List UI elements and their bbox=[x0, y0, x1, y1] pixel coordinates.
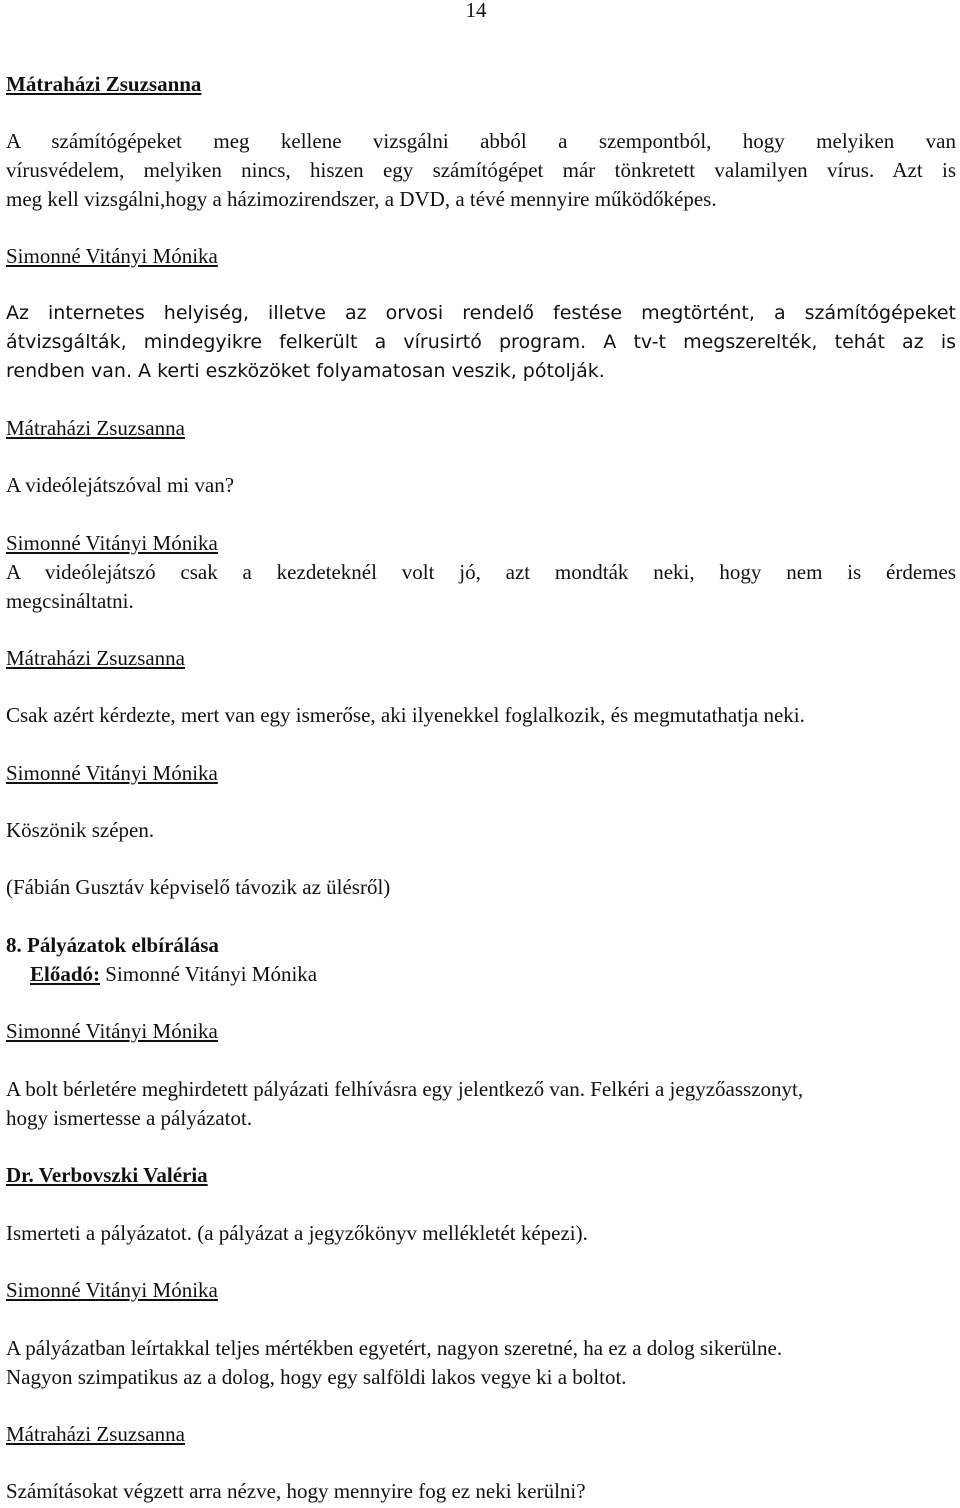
paragraph bbox=[6, 1334, 956, 1392]
paragraph-line: A bolt bérletére meghirdetett pályázati felhívásra egy jelentkező van. Felkéri a jegyzőasszonyt, bbox=[6, 1077, 804, 1101]
paragraph-line: vírusvédelem, melyiken nincs, hiszen egy számítógépet már tönkretett valamilyen vírus. Azt is bbox=[6, 158, 956, 182]
paragraph bbox=[6, 299, 956, 386]
paragraph bbox=[6, 471, 956, 500]
paragraph-line: megcsináltatni. bbox=[6, 589, 134, 613]
agenda-heading: 8. Pályázatok elbírálása bbox=[6, 933, 219, 957]
paragraph bbox=[6, 701, 956, 730]
paragraph-line: Az internetes helyiség, illetve az orvosi rendelő festése megtörtént, a számítógépeket bbox=[6, 302, 956, 324]
paragraph-line: Számításokat végzett arra nézve, hogy mennyire fog ez neki kerülni? bbox=[6, 1479, 586, 1503]
presenter-label: Előadó: bbox=[30, 962, 101, 986]
procedural-note: (Fábián Gusztáv képviselő távozik az ülésről) bbox=[6, 875, 391, 899]
paragraph-line: hogy ismertesse a pályázatot. bbox=[6, 1106, 253, 1130]
speaker-name: Dr. Verbovszki Valéria bbox=[6, 1163, 208, 1187]
paragraph bbox=[6, 816, 956, 845]
speaker-name: Simonné Vitányi Mónika bbox=[6, 531, 218, 555]
paragraph-line: A számítógépeket meg kellene vizsgálni abból a szempontból, hogy melyiken van bbox=[6, 129, 956, 153]
speaker-name: Mátraházi Zsuzsanna bbox=[6, 72, 202, 96]
paragraph-line: Nagyon szimpatikus az a dolog, hogy egy salföldi lakos vegye ki a boltot. bbox=[6, 1365, 627, 1389]
speaker-name: Simonné Vitányi Mónika bbox=[6, 1278, 218, 1302]
paragraph-line: Csak azért kérdezte, mert van egy ismerőse, aki ilyenekkel foglalkozik, és megmutathatja neki. bbox=[6, 703, 805, 727]
speaker-name: Mátraházi Zsuzsanna bbox=[6, 416, 186, 440]
speaker-name: Mátraházi Zsuzsanna bbox=[6, 1422, 186, 1446]
paragraph bbox=[6, 1477, 956, 1506]
paragraph-line: rendben van. A kerti eszközöket folyamatosan veszik, pótolják. bbox=[6, 360, 605, 382]
paragraph-line: meg kell vizsgálni,hogy a házimozirendszer, a DVD, a tévé mennyire működőképes. bbox=[6, 187, 717, 211]
agenda-presenter bbox=[30, 960, 930, 989]
speaker-name: Simonné Vitányi Mónika bbox=[6, 1019, 218, 1043]
paragraph-line: A pályázatban leírtakkal teljes mértékben egyetért, nagyon szeretné, ha ez a dolog sikerülne. bbox=[6, 1336, 783, 1360]
page-number: 14 bbox=[465, 0, 487, 22]
paragraph-line: Ismerteti a pályázatot. (a pályázat a jegyzőkönyv mellékletét képezi). bbox=[6, 1221, 588, 1245]
paragraph-line: átvizsgálták, mindegyikre felkerült a vírusirtó program. A tv-t megszerelték, tehát az is bbox=[6, 331, 956, 353]
paragraph bbox=[6, 1219, 956, 1248]
paragraph bbox=[6, 1075, 956, 1133]
paragraph bbox=[6, 558, 956, 616]
paragraph-line: A videólejátszóval mi van? bbox=[6, 473, 235, 497]
paragraph bbox=[6, 127, 956, 214]
speaker-name: Simonné Vitányi Mónika bbox=[6, 761, 218, 785]
speaker-name: Mátraházi Zsuzsanna bbox=[6, 646, 186, 670]
speaker-name: Simonné Vitányi Mónika bbox=[6, 244, 218, 268]
paragraph-line: Köszönik szépen. bbox=[6, 818, 155, 842]
presenter-name: Simonné Vitányi Mónika bbox=[100, 962, 318, 986]
paragraph-line: A videólejátszó csak a kezdeteknél volt jó, azt mondták neki, hogy nem is érdemes bbox=[6, 560, 956, 584]
